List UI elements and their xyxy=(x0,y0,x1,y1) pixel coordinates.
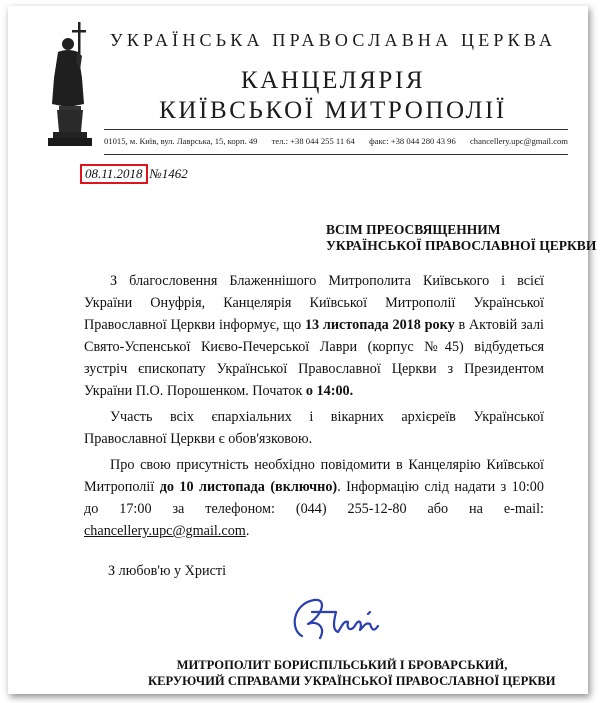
outgoing-reference xyxy=(80,164,188,184)
handwritten-signature xyxy=(282,590,392,648)
letterhead-rule-bottom xyxy=(104,154,568,155)
phone: тел.: +38 044 255 11 64 xyxy=(271,136,355,146)
addressee-line2: УКРАЇНСЬКОЇ ПРАВОСЛАВНОЇ ЦЕРКВИ xyxy=(326,238,597,253)
meeting-time: о 14:00. xyxy=(305,383,354,399)
p3-end: . xyxy=(245,523,250,539)
signer-block xyxy=(148,657,556,689)
p3-text-b: . Інформацію слід надати з 10:00 до 17:00 за телефоном: (044) 255-12-80 або на e-mail: xyxy=(84,479,544,517)
p1-text-a: З благословення Блаженнішого Митрополита Київського і всієї України Онуфрія, Канцелярія Київської Митрополії Української Православної Церкви інформує, що xyxy=(84,273,544,333)
outgoing-number: №1462 xyxy=(149,166,188,181)
letterhead-rule-top xyxy=(104,129,568,130)
paragraph-3 xyxy=(84,454,544,542)
outgoing-date: 08.11.2018 xyxy=(80,164,148,184)
p3-text-a: Про свою присутність необхідно повідомити в Канцелярію Київської Митрополії xyxy=(84,457,544,495)
addressee-line1: ВСІМ ПРЕОСВЯЩЕННИМ xyxy=(326,222,501,237)
signer-line1: МИТРОПОЛИТ БОРИСПІЛЬСЬКИЙ І БРОВАРСЬКИЙ, xyxy=(176,658,508,672)
letterhead-email: chancellery.upc@gmail.com xyxy=(469,136,568,146)
paragraph-2: Участь всіх єпархіальних і вікарних архієреїв Української Православної Церкви є обов'язковою. xyxy=(84,409,544,447)
meeting-date: 13 листопада 2018 року xyxy=(304,317,455,333)
church-name: УКРАЇНСЬКА ПРАВОСЛАВНА ЦЕРКВА xyxy=(109,30,557,50)
fax: факс: +38 044 280 43 96 xyxy=(369,136,456,146)
email-link[interactable]: chancellery.upc@gmail.com xyxy=(84,523,246,539)
chancery-title xyxy=(98,66,568,126)
st-volodymyr-monument-logo xyxy=(44,20,102,150)
rsvp-deadline: до 10 листопада (включно) xyxy=(159,479,338,495)
closing-line: З любов'ю у Христі xyxy=(108,563,227,579)
address: 01015, м. Київ, вул. Лаврська, 15, корп. 49 xyxy=(104,136,258,146)
chancery-title-line2: КИЇВСЬКОЇ МИТРОПОЛІЇ xyxy=(159,97,507,124)
letterhead-contacts xyxy=(104,136,568,146)
p1-text-b: в Актовій залі Свято-Успенської Києво-Печерської Лаври (корпус №45) відбудеться зустріч єпископату Української Православної Церкви з Президентом України П.О. Порошенком. Початок xyxy=(84,317,544,399)
paragraph-1 xyxy=(84,270,544,402)
addressee-block xyxy=(326,222,596,254)
letter-page xyxy=(8,6,597,694)
signer-line2: КЕРУЮЧИЙ СПРАВАМИ УКРАЇНСЬКОЇ ПРАВОСЛАВНОЇ ЦЕРКВИ xyxy=(148,674,556,688)
letter-body xyxy=(84,270,544,542)
chancery-title-line1: КАНЦЕЛЯРІЯ xyxy=(240,67,426,94)
